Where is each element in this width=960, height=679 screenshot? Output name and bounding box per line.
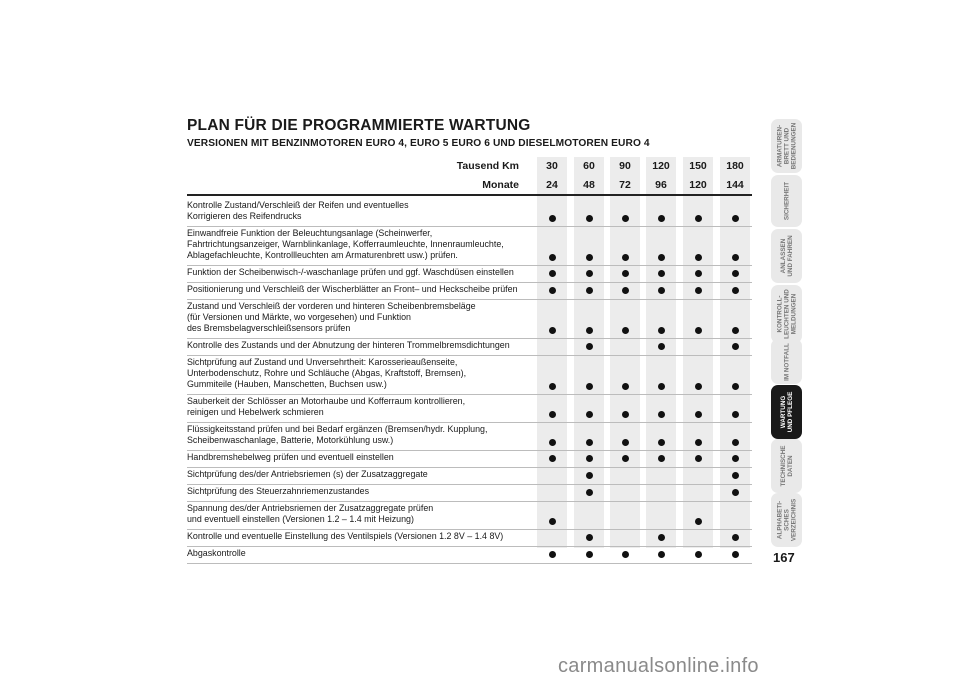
chapter-tab-label: IM NOTFALL (783, 342, 790, 381)
km-value: 150 (689, 160, 707, 172)
row-description (187, 548, 532, 559)
row-description (187, 301, 532, 334)
chapter-tab-label: SICHERHEIT (783, 181, 790, 221)
months-value: 48 (583, 179, 595, 191)
table-row (187, 282, 752, 300)
interval-dot (586, 215, 593, 222)
chapter-tab[interactable] (771, 493, 802, 547)
interval-dot (732, 534, 739, 541)
interval-dot (622, 327, 629, 334)
interval-dot (658, 254, 665, 261)
interval-dot (586, 327, 593, 334)
chapter-tab[interactable] (771, 385, 802, 439)
chapter-tab-label: ALPHABETI- SCHES VERZEICHNIS (776, 498, 797, 542)
interval-dot (549, 215, 556, 222)
chapter-tab-label: KONTROLL- LEUCHTEN UND MELDUNGEN (776, 289, 797, 339)
chapter-tab[interactable] (771, 439, 802, 493)
row-description (187, 396, 532, 418)
interval-dot (622, 411, 629, 418)
interval-dot (549, 551, 556, 558)
interval-dot (658, 439, 665, 446)
row-text-line: Einwandfreie Funktion der Beleuchtungsanlage (Scheinwerfer, (187, 228, 433, 238)
interval-dot (732, 489, 739, 496)
table-row (187, 394, 752, 423)
row-text-line: Kontrolle des Zustands und der Abnutzung der hinteren Trommelbremsdichtungen (187, 340, 510, 350)
interval-dot (695, 327, 702, 334)
interval-dot (658, 215, 665, 222)
header-rule (187, 194, 752, 196)
row-text-line: Spannung des/der Antriebsriemen der Zusatzaggregate prüfen (187, 503, 434, 513)
interval-dot (549, 270, 556, 277)
interval-dot (732, 270, 739, 277)
km-label: Tausend Km (456, 160, 519, 172)
interval-dot (586, 383, 593, 390)
km-value: 30 (546, 160, 558, 172)
interval-dot (586, 411, 593, 418)
interval-dot (658, 327, 665, 334)
interval-dot (549, 518, 556, 525)
km-value: 90 (619, 160, 631, 172)
interval-dot (658, 411, 665, 418)
interval-dot (586, 534, 593, 541)
km-value: 120 (652, 160, 670, 172)
interval-dot (695, 215, 702, 222)
interval-dot (695, 287, 702, 294)
interval-dot (658, 551, 665, 558)
row-text-line: Unterbodenschutz, Rohre und Schläuche (Abgas, Kraftstoff, Bremsen), (187, 368, 467, 378)
chapter-tab-label: ARMATUREN- BRETT UND BEDIENUNGEN (776, 122, 797, 170)
interval-dot (586, 489, 593, 496)
row-text-line: Sichtprüfung des Steuerzahnriemenzustandes (187, 486, 370, 496)
interval-dot (549, 411, 556, 418)
row-description (187, 284, 532, 295)
interval-dot (732, 411, 739, 418)
row-text-line: Gummiteile (Hauben, Manschetten, Buchsen usw.) (187, 379, 387, 389)
interval-dot (549, 383, 556, 390)
interval-dot (658, 455, 665, 462)
chapter-tab[interactable] (771, 119, 802, 173)
months-value: 96 (655, 179, 667, 191)
row-description (187, 452, 532, 463)
page-title: PLAN FÜR DIE PROGRAMMIERTE WARTUNG (187, 117, 531, 134)
interval-dot (732, 455, 739, 462)
row-description (187, 424, 532, 446)
page-number: 167 (773, 550, 795, 565)
row-description (187, 503, 532, 525)
months-label: Monate (482, 179, 519, 191)
interval-dot (732, 215, 739, 222)
row-text-line: Korrigieren des Reifendrucks (187, 211, 302, 221)
interval-dot (732, 343, 739, 350)
table-row (187, 501, 752, 530)
interval-dot (732, 472, 739, 479)
row-text-line: Zustand und Verschleiß der vorderen und hinteren Scheibenbremsbeläge (187, 301, 476, 311)
row-description (187, 267, 532, 278)
interval-dot (695, 551, 702, 558)
interval-dot (732, 383, 739, 390)
interval-dot (658, 534, 665, 541)
row-text-line: Fahrtrichtungsanzeiger, Warnblinkanlage, Kofferraumleuchte, Innenraumleuchte, (187, 239, 504, 249)
interval-dot (586, 472, 593, 479)
interval-dot (695, 439, 702, 446)
chapter-tab-label: TECHNISCHE DATEN (779, 445, 794, 487)
table-row (187, 226, 752, 266)
interval-dot (658, 383, 665, 390)
row-text-line: reinigen und Hebelwerk schmieren (187, 407, 324, 417)
interval-dot (732, 551, 739, 558)
interval-dot (586, 455, 593, 462)
months-value: 144 (726, 179, 744, 191)
months-value: 120 (689, 179, 707, 191)
row-text-line: (für Versionen und Märkte, wo vorgesehen) und Funktion (187, 312, 411, 322)
interval-dot (732, 254, 739, 261)
interval-dot (586, 287, 593, 294)
table-row (187, 529, 752, 547)
interval-dot (695, 518, 702, 525)
table-row (187, 484, 752, 502)
interval-dot (549, 327, 556, 334)
interval-dot (622, 254, 629, 261)
row-text-line: des Bremsbelagverschleißsensors prüfen (187, 323, 351, 333)
interval-dot (695, 411, 702, 418)
row-text-line: Sichtprüfung auf Zustand und Unversehrtheit: Karosserieaußenseite, (187, 357, 458, 367)
km-value: 60 (583, 160, 595, 172)
row-text-line: Positionierung und Verschleiß der Wischerblätter an Front– und Heckscheibe prüfen (187, 284, 518, 294)
row-text-line: Flüssigkeitsstand prüfen und bei Bedarf ergänzen (Bremsen/hydr. Kupplung, (187, 424, 488, 434)
interval-dot (695, 455, 702, 462)
interval-dot (622, 270, 629, 277)
chapter-tab-label: ANLASSEN UND FAHREN (779, 235, 794, 277)
chapter-tab[interactable] (771, 339, 802, 384)
row-text-line: Sichtprüfung des/der Antriebsriemen (s) der Zusatzaggregate (187, 469, 428, 479)
interval-dot (586, 270, 593, 277)
row-text-line: Kontrolle und eventuelle Einstellung des Ventilspiels (Versionen 1.2 8V – 1.4 8V) (187, 531, 504, 541)
interval-dot (586, 439, 593, 446)
interval-dot (695, 383, 702, 390)
page-subtitle: VERSIONEN MIT BENZINMOTOREN EURO 4, EURO 5 EURO 6 UND DIESELMOTOREN EURO 4 (187, 138, 650, 149)
interval-dot (549, 287, 556, 294)
row-description (187, 486, 532, 497)
chapter-tab[interactable] (771, 229, 802, 283)
row-description (187, 340, 532, 351)
interval-dot (549, 254, 556, 261)
table-row (187, 422, 752, 451)
interval-dot (549, 455, 556, 462)
interval-dot (586, 254, 593, 261)
table-row (187, 450, 752, 468)
row-description (187, 357, 532, 390)
row-text-line: und eventuell einstellen (Versionen 1.2 – 1.4 mit Heizung) (187, 514, 414, 524)
table-row (187, 299, 752, 339)
watermark: carmanualsonline.info (558, 655, 759, 677)
interval-dot (586, 343, 593, 350)
interval-dot (622, 383, 629, 390)
interval-dot (732, 327, 739, 334)
interval-dot (658, 287, 665, 294)
row-text-line: Ablagefachleuchte, Kontrollleuchten am Armaturenbrett usw.) prüfen. (187, 250, 458, 260)
months-value: 24 (546, 179, 558, 191)
chapter-tab-label: WARTUNG UND PFLEGE (779, 391, 794, 433)
interval-dot (622, 551, 629, 558)
table-row (187, 355, 752, 395)
row-description (187, 200, 532, 222)
row-text-line: Handbremshebelweg prüfen und eventuell einstellen (187, 452, 394, 462)
km-value: 180 (726, 160, 744, 172)
table-row (187, 198, 752, 227)
row-description (187, 531, 532, 542)
row-description (187, 469, 532, 480)
interval-dot (586, 551, 593, 558)
interval-dot (622, 439, 629, 446)
interval-dot (695, 270, 702, 277)
row-description (187, 228, 532, 261)
interval-dot (695, 254, 702, 261)
row-text-line: Kontrolle Zustand/Verschleiß der Reifen und eventuelles (187, 200, 409, 210)
chapter-tab[interactable] (771, 285, 802, 343)
chapter-tab[interactable] (771, 175, 802, 227)
interval-dot (622, 287, 629, 294)
interval-dot (732, 287, 739, 294)
interval-dot (622, 455, 629, 462)
interval-dot (732, 439, 739, 446)
interval-dot (658, 343, 665, 350)
table-row (187, 338, 752, 356)
row-text-line: Sauberkeit der Schlösser an Motorhaube und Kofferraum kontrollieren, (187, 396, 466, 406)
row-text-line: Funktion der Scheibenwisch-/-waschanlage prüfen und ggf. Waschdüsen einstellen (187, 267, 514, 277)
interval-dot (622, 215, 629, 222)
table-row (187, 467, 752, 485)
row-text-line: Abgaskontrolle (187, 548, 246, 558)
table-row (187, 546, 752, 564)
table-row (187, 265, 752, 283)
months-value: 72 (619, 179, 631, 191)
row-text-line: Scheibenwaschanlage, Batterie, Motorkühlung usw.) (187, 435, 394, 445)
interval-dot (658, 270, 665, 277)
interval-dot (549, 439, 556, 446)
